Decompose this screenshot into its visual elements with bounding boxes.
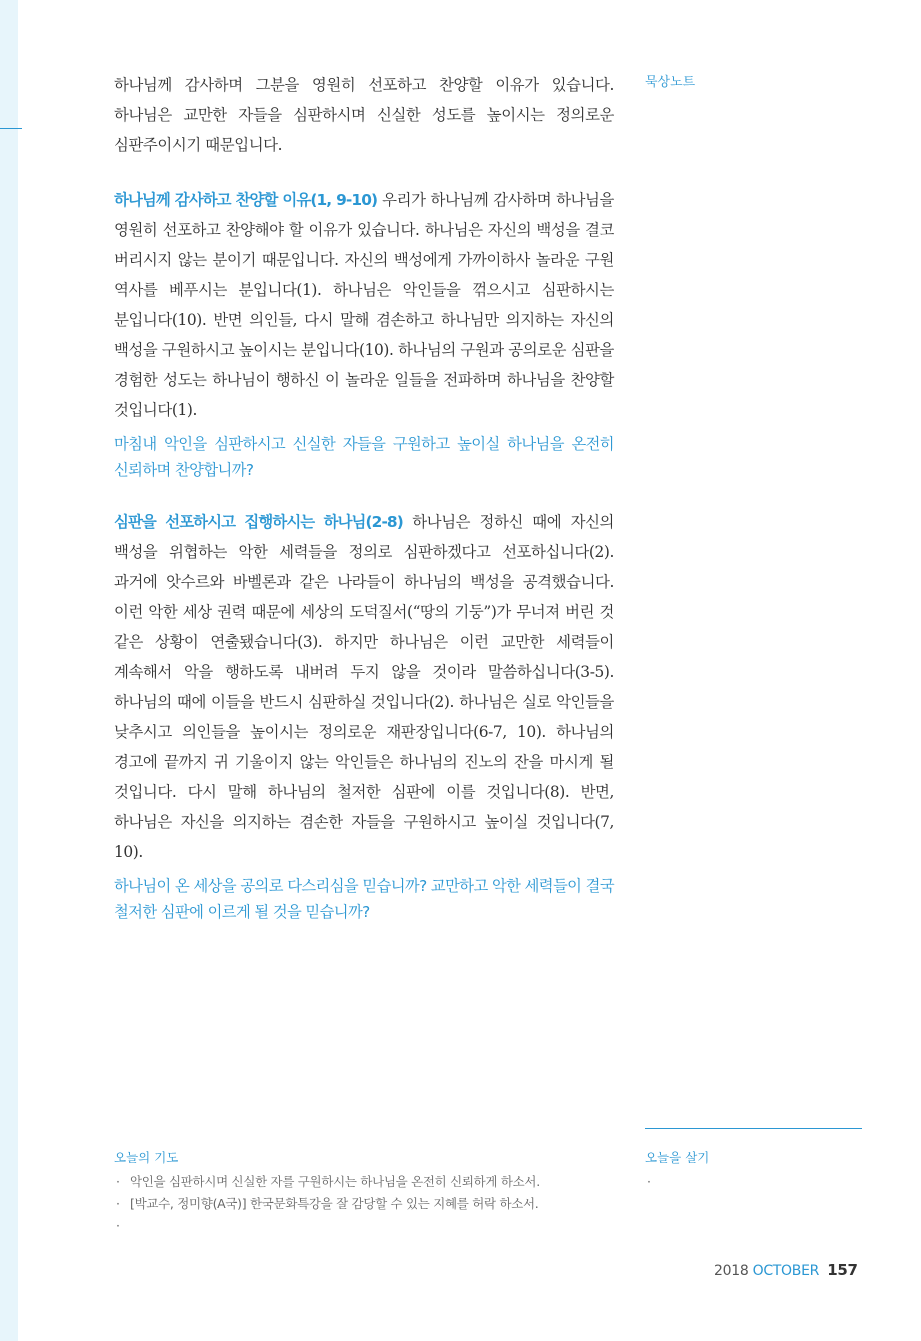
prayer-item — [114, 1215, 540, 1237]
section-2-question: 하나님이 온 세상을 공의로 다스리심을 믿습니까? 교만하고 악한 세력들이 결국 철저한 심판에 이르게 될 것을 믿습니까? — [114, 877, 614, 921]
living-title: 오늘을 살기 — [645, 1150, 710, 1165]
bullet-icon: · — [647, 1174, 651, 1189]
prayer-item-text: 악인을 심판하시며 신실한 자를 구원하시는 하나님을 온전히 신뢰하게 하소서. — [130, 1174, 540, 1189]
bullet-icon: · — [116, 1196, 120, 1211]
page-footer — [714, 1261, 858, 1279]
prayer-item-text: [박교수, 정미향(A국)] 한국문화특강을 잘 감당할 수 있는 지혜를 허락 하소서. — [130, 1196, 539, 1211]
page-number: 157 — [827, 1261, 858, 1279]
intro-paragraph: 하나님께 감사하며 그분을 영원히 선포하고 찬양할 이유가 있습니다. 하나님은 교만한 자들을 심판하시며 신실한 성도를 높이시는 정의로운 심판주이시기 때문입니다. — [114, 76, 614, 154]
section-1-heading: 하나님께 감사하고 찬양할 이유(1, 9-10) — [114, 191, 378, 209]
prayer-item — [114, 1193, 540, 1215]
section-1-body: 우리가 하나님께 감사하며 하나님을 영원히 선포하고 찬양해야 할 이유가 있습니다. 하나님은 자신의 백성을 결코 버리시지 않는 분이기 때문입니다. 자신의 백성에게 가까이하사 놀라운 구원 역사를 베푸시는 분입니다(1). 하나님은 악인들을 꺾으시고 심판하시는 분입니다(10). 반면 의인들, 다시 말해 겸손하고 하나님만 의지하는 자신의 백성을 구원하시고 높이시는 분입니다(10). 하나님의 구원과 공의로운 심판을 경험한 성도는 하나님이 행하신 이 놀라운 일들을 전파하며 하나님을 찬양할 것입니다(1). — [114, 191, 614, 419]
prayer-item — [114, 1171, 540, 1193]
left-margin-strip — [0, 0, 18, 1341]
section-1-question: 마침내 악인을 심판하시고 신실한 자들을 구원하고 높이실 하나님을 온전히 신뢰하며 찬양합니까? — [114, 435, 614, 479]
side-label-meditation-note: 묵상노트 — [645, 75, 696, 90]
prayer-title: 오늘의 기도 — [114, 1150, 179, 1165]
bullet-icon: · — [116, 1218, 120, 1233]
section-2-paragraph — [114, 507, 614, 867]
section-1-paragraph — [114, 185, 614, 425]
margin-tick-line — [0, 128, 22, 129]
footer-year: 2018 — [714, 1263, 749, 1279]
section-2-body: 하나님은 정하신 때에 자신의 백성을 위협하는 악한 세력들을 정의로 심판하겠다고 선포하십니다(2). 과거에 앗수르와 바벨론과 같은 나라들이 하나님의 백성을 공격했습니다. 이런 악한 세상 권력 때문에 세상의 도덕질서(“땅의 기둥”)가 무너져 버린 것 같은 상황이 연출됐습니다(3). 하지만 하나님은 이런 교만한 세력들이 계속해서 악을 행하도록 내버려 두지 않을 것이라 말씀하십니다(3-5). 하나님의 때에 이들을 반드시 심판하실 것입니다(2). 하나님은 실로 악인들을 낮추시고 의인들을 높이시는 정의로운 재판장입니다(6-7, 10). 하나님의 경고에 끝까지 귀 기울이지 않는 악인들은 하나님의 진노의 잔을 마시게 될 것입니다. 다시 말해 하나님의 철저한 심판에 이를 것입니다(8). 반면, 하나님은 자신을 의지하는 겸손한 자들을 구원하시고 높이실 것입니다(7, 10). — [114, 513, 615, 861]
main-content — [114, 70, 614, 925]
bullet-icon: · — [116, 1174, 120, 1189]
section-2-heading: 심판을 선포하시고 집행하시는 하나님(2-8) — [114, 513, 403, 531]
prayer-list — [114, 1171, 540, 1237]
living-divider — [645, 1128, 862, 1129]
footer-month: OCTOBER — [752, 1263, 820, 1279]
